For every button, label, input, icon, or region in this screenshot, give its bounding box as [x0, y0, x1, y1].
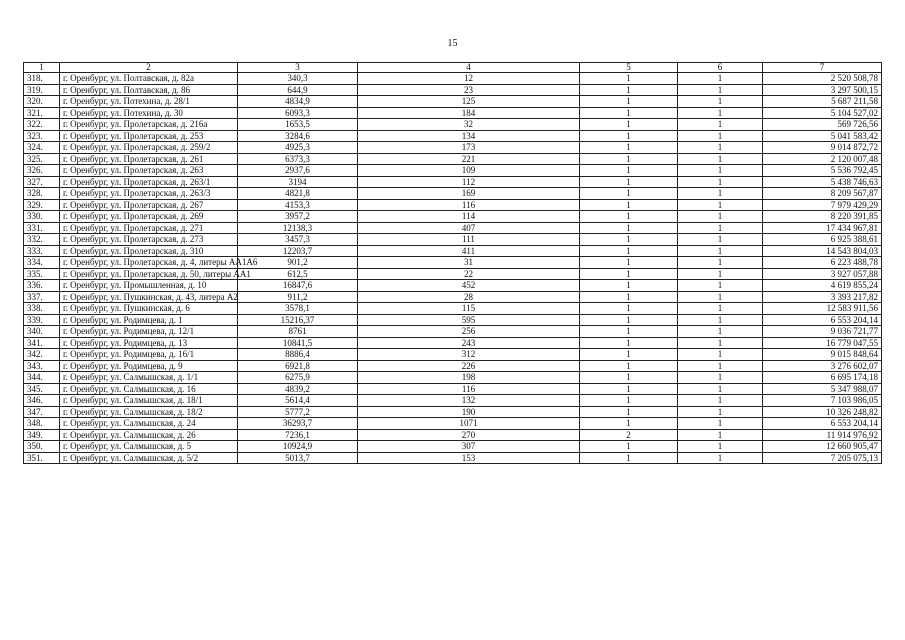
cell-count-5: 1 [580, 257, 678, 269]
cell-address: г. Оренбург, ул. Пролетарская, д. 271 [60, 222, 238, 234]
cell-cost: 3 297 500,15 [763, 84, 882, 96]
cell-cost: 7 979 429,29 [763, 199, 882, 211]
table-row [24, 234, 882, 246]
cell-residents: 198 [358, 372, 580, 384]
cell-row-number: 334. [24, 257, 60, 269]
cell-area: 5013,7 [238, 452, 358, 464]
table-row [24, 222, 882, 234]
cell-count-6: 1 [678, 441, 763, 453]
cell-residents: 125 [358, 96, 580, 108]
cell-residents: 190 [358, 406, 580, 418]
cell-count-6: 1 [678, 280, 763, 292]
cell-residents: 452 [358, 280, 580, 292]
cell-address: г. Оренбург, ул. Салмышская, д. 18/1 [60, 395, 238, 407]
table-row [24, 73, 882, 85]
column-header: 2 [60, 63, 238, 73]
cell-area: 3194 [238, 176, 358, 188]
cell-count-5: 1 [580, 280, 678, 292]
table-row [24, 452, 882, 464]
cell-area: 911,2 [238, 291, 358, 303]
table-row [24, 383, 882, 395]
cell-count-6: 1 [678, 199, 763, 211]
table-row [24, 130, 882, 142]
table-row [24, 360, 882, 372]
cell-residents: 112 [358, 176, 580, 188]
cell-cost: 3 276 602,07 [763, 360, 882, 372]
cell-address: г. Оренбург, ул. Пролетарская, д. 273 [60, 234, 238, 246]
cell-row-number: 332. [24, 234, 60, 246]
cell-residents: 184 [358, 107, 580, 119]
cell-count-6: 1 [678, 188, 763, 200]
cell-cost: 6 925 388,61 [763, 234, 882, 246]
cell-count-5: 1 [580, 337, 678, 349]
cell-row-number: 351. [24, 452, 60, 464]
cell-row-number: 331. [24, 222, 60, 234]
cell-address: г. Оренбург, ул. Родимцева, д. 1 [60, 314, 238, 326]
cell-cost: 9 014 872,72 [763, 142, 882, 154]
cell-row-number: 335. [24, 268, 60, 280]
cell-area: 3284,6 [238, 130, 358, 142]
cell-address: г. Оренбург, ул. Салмышская, д. 24 [60, 418, 238, 430]
cell-count-5: 1 [580, 188, 678, 200]
cell-area: 644,9 [238, 84, 358, 96]
table-row [24, 176, 882, 188]
cell-residents: 134 [358, 130, 580, 142]
cell-row-number: 344. [24, 372, 60, 384]
cell-residents: 153 [358, 452, 580, 464]
table-row [24, 337, 882, 349]
cell-address: г. Оренбург, ул. Промышленная, д. 10 [60, 280, 238, 292]
page-number: 15 [447, 38, 458, 49]
cell-count-6: 1 [678, 372, 763, 384]
table-row [24, 372, 882, 384]
cell-address: г. Оренбург, ул. Полтавская, д. 82а [60, 73, 238, 85]
cell-address: г. Оренбург, ул. Пролетарская, д. 4, литеры АА1А6 [60, 257, 238, 269]
table-body [24, 73, 882, 464]
cell-address: г. Оренбург, ул. Пролетарская, д. 263/3 [60, 188, 238, 200]
cell-count-5: 1 [580, 314, 678, 326]
cell-count-6: 1 [678, 268, 763, 280]
cell-row-number: 318. [24, 73, 60, 85]
cell-residents: 31 [358, 257, 580, 269]
cell-count-5: 1 [580, 107, 678, 119]
cell-address: г. Оренбург, ул. Родимцева, д. 12/1 [60, 326, 238, 338]
cell-cost: 6 223 488,78 [763, 257, 882, 269]
cell-row-number: 336. [24, 280, 60, 292]
cell-row-number: 323. [24, 130, 60, 142]
cell-row-number: 347. [24, 406, 60, 418]
cell-address: г. Оренбург, ул. Пролетарская, д. 216а [60, 119, 238, 131]
table-row [24, 303, 882, 315]
cell-count-5: 1 [580, 291, 678, 303]
cell-count-5: 1 [580, 452, 678, 464]
table-row [24, 314, 882, 326]
cell-count-5: 1 [580, 441, 678, 453]
cell-count-6: 1 [678, 130, 763, 142]
cell-area: 1653,5 [238, 119, 358, 131]
table-row [24, 441, 882, 453]
cell-address: г. Оренбург, ул. Полтавская, д. 86 [60, 84, 238, 96]
cell-address: г. Оренбург, ул. Пролетарская, д. 259/2 [60, 142, 238, 154]
table-row [24, 188, 882, 200]
cell-area: 4821,8 [238, 188, 358, 200]
cell-row-number: 341. [24, 337, 60, 349]
cell-area: 12138,3 [238, 222, 358, 234]
cell-area: 5777,2 [238, 406, 358, 418]
table-row [24, 211, 882, 223]
cell-cost: 8 209 567,87 [763, 188, 882, 200]
table-row [24, 268, 882, 280]
cell-area: 2937,6 [238, 165, 358, 177]
table-row [24, 326, 882, 338]
cell-count-5: 1 [580, 326, 678, 338]
cell-count-6: 1 [678, 257, 763, 269]
cell-count-6: 1 [678, 452, 763, 464]
table-row [24, 291, 882, 303]
table-row [24, 245, 882, 257]
cell-residents: 115 [358, 303, 580, 315]
cell-cost: 12 660 905,47 [763, 441, 882, 453]
registry-table [23, 62, 882, 464]
cell-cost: 17 434 967,81 [763, 222, 882, 234]
cell-cost: 7 103 986,05 [763, 395, 882, 407]
cell-count-6: 1 [678, 337, 763, 349]
cell-address: г. Оренбург, ул. Пушкинская, д. 6 [60, 303, 238, 315]
cell-address: г. Оренбург, ул. Салмышская, д. 16 [60, 383, 238, 395]
cell-residents: 109 [358, 165, 580, 177]
cell-address: г. Оренбург, ул. Пролетарская, д. 253 [60, 130, 238, 142]
cell-address: г. Оренбург, ул. Салмышская, д. 5 [60, 441, 238, 453]
column-header: 4 [358, 63, 580, 73]
cell-count-5: 1 [580, 383, 678, 395]
table-row [24, 257, 882, 269]
cell-area: 10841,5 [238, 337, 358, 349]
cell-count-6: 1 [678, 107, 763, 119]
cell-address: г. Оренбург, ул. Пушкинская, д. 43, литера А2 [60, 291, 238, 303]
cell-address: г. Оренбург, ул. Пролетарская, д. 310 [60, 245, 238, 257]
cell-count-5: 1 [580, 142, 678, 154]
column-header: 6 [678, 63, 763, 73]
column-header: 5 [580, 63, 678, 73]
cell-cost: 9 015 848,64 [763, 349, 882, 361]
cell-residents: 132 [358, 395, 580, 407]
header-row [24, 63, 882, 73]
cell-residents: 116 [358, 383, 580, 395]
cell-residents: 169 [358, 188, 580, 200]
cell-count-5: 1 [580, 349, 678, 361]
cell-area: 4834,9 [238, 96, 358, 108]
cell-address: г. Оренбург, ул. Пролетарская, д. 267 [60, 199, 238, 211]
cell-count-5: 1 [580, 176, 678, 188]
cell-count-5: 1 [580, 130, 678, 142]
cell-row-number: 339. [24, 314, 60, 326]
table-row [24, 96, 882, 108]
cell-row-number: 327. [24, 176, 60, 188]
cell-residents: 111 [358, 234, 580, 246]
cell-cost: 5 104 527,02 [763, 107, 882, 119]
cell-area: 8761 [238, 326, 358, 338]
table-row [24, 406, 882, 418]
cell-area: 3957,2 [238, 211, 358, 223]
cell-residents: 23 [358, 84, 580, 96]
cell-cost: 5 041 583,42 [763, 130, 882, 142]
cell-residents: 307 [358, 441, 580, 453]
cell-area: 340,3 [238, 73, 358, 85]
cell-address: г. Оренбург, ул. Пролетарская, д. 261 [60, 153, 238, 165]
cell-count-5: 1 [580, 245, 678, 257]
cell-residents: 1071 [358, 418, 580, 430]
cell-area: 15216,37 [238, 314, 358, 326]
cell-area: 6093,3 [238, 107, 358, 119]
table-row [24, 84, 882, 96]
cell-residents: 22 [358, 268, 580, 280]
table-row [24, 395, 882, 407]
cell-row-number: 322. [24, 119, 60, 131]
cell-residents: 221 [358, 153, 580, 165]
cell-address: г. Оренбург, ул. Пролетарская, д. 263 [60, 165, 238, 177]
table-row [24, 119, 882, 131]
cell-area: 6275,9 [238, 372, 358, 384]
column-header: 3 [238, 63, 358, 73]
cell-cost: 3 393 217,82 [763, 291, 882, 303]
cell-count-5: 1 [580, 73, 678, 85]
cell-cost: 5 438 746,63 [763, 176, 882, 188]
cell-count-5: 1 [580, 119, 678, 131]
cell-row-number: 320. [24, 96, 60, 108]
cell-count-6: 1 [678, 96, 763, 108]
cell-count-5: 1 [580, 84, 678, 96]
cell-cost: 12 583 911,56 [763, 303, 882, 315]
cell-count-5: 1 [580, 199, 678, 211]
cell-area: 10924,9 [238, 441, 358, 453]
cell-cost: 10 326 248,82 [763, 406, 882, 418]
cell-residents: 312 [358, 349, 580, 361]
cell-row-number: 330. [24, 211, 60, 223]
cell-count-6: 1 [678, 349, 763, 361]
cell-cost: 14 543 804,03 [763, 245, 882, 257]
cell-residents: 173 [358, 142, 580, 154]
cell-row-number: 326. [24, 165, 60, 177]
cell-count-6: 1 [678, 245, 763, 257]
cell-residents: 270 [358, 429, 580, 441]
cell-area: 3578,1 [238, 303, 358, 315]
cell-row-number: 345. [24, 383, 60, 395]
cell-row-number: 324. [24, 142, 60, 154]
table-row [24, 280, 882, 292]
table-row [24, 153, 882, 165]
cell-count-6: 1 [678, 176, 763, 188]
cell-row-number: 340. [24, 326, 60, 338]
cell-residents: 226 [358, 360, 580, 372]
table-row [24, 142, 882, 154]
cell-cost: 5 536 792,45 [763, 165, 882, 177]
cell-area: 12203,7 [238, 245, 358, 257]
cell-residents: 114 [358, 211, 580, 223]
cell-count-5: 1 [580, 96, 678, 108]
cell-area: 4925,3 [238, 142, 358, 154]
cell-row-number: 337. [24, 291, 60, 303]
cell-row-number: 328. [24, 188, 60, 200]
cell-count-5: 2 [580, 429, 678, 441]
cell-address: г. Оренбург, ул. Родимцева, д. 9 [60, 360, 238, 372]
cell-row-number: 333. [24, 245, 60, 257]
cell-area: 36293,7 [238, 418, 358, 430]
cell-area: 612,5 [238, 268, 358, 280]
cell-area: 4153,3 [238, 199, 358, 211]
cell-area: 6921,8 [238, 360, 358, 372]
cell-count-5: 1 [580, 418, 678, 430]
cell-count-5: 1 [580, 395, 678, 407]
cell-row-number: 329. [24, 199, 60, 211]
cell-count-5: 1 [580, 268, 678, 280]
cell-count-6: 1 [678, 119, 763, 131]
cell-row-number: 338. [24, 303, 60, 315]
cell-row-number: 325. [24, 153, 60, 165]
cell-residents: 116 [358, 199, 580, 211]
cell-residents: 243 [358, 337, 580, 349]
cell-count-6: 1 [678, 429, 763, 441]
table-row [24, 429, 882, 441]
table-row [24, 349, 882, 361]
cell-address: г. Оренбург, ул. Родимцева, д. 16/1 [60, 349, 238, 361]
cell-count-6: 1 [678, 211, 763, 223]
cell-cost: 3 927 057,88 [763, 268, 882, 280]
cell-count-5: 1 [580, 222, 678, 234]
cell-count-6: 1 [678, 303, 763, 315]
cell-cost: 5 347 988,07 [763, 383, 882, 395]
cell-count-5: 1 [580, 165, 678, 177]
cell-address: г. Оренбург, ул. Салмышская, д. 18/2 [60, 406, 238, 418]
cell-count-6: 1 [678, 73, 763, 85]
cell-area: 5614,4 [238, 395, 358, 407]
table-row [24, 199, 882, 211]
cell-cost: 5 687 211,58 [763, 96, 882, 108]
cell-cost: 8 220 391,85 [763, 211, 882, 223]
cell-area: 4839,2 [238, 383, 358, 395]
cell-row-number: 319. [24, 84, 60, 96]
cell-area: 6373,3 [238, 153, 358, 165]
cell-row-number: 343. [24, 360, 60, 372]
cell-address: г. Оренбург, ул. Потехина, д. 30 [60, 107, 238, 119]
cell-residents: 256 [358, 326, 580, 338]
cell-cost: 6 553 204,14 [763, 418, 882, 430]
cell-count-6: 1 [678, 360, 763, 372]
cell-address: г. Оренбург, ул. Пролетарская, д. 263/1 [60, 176, 238, 188]
cell-address: г. Оренбург, ул. Пролетарская, д. 50, литеры АА1 [60, 268, 238, 280]
cell-address: г. Оренбург, ул. Потехина, д. 28/1 [60, 96, 238, 108]
cell-cost: 4 619 855,24 [763, 280, 882, 292]
cell-area: 8886,4 [238, 349, 358, 361]
cell-cost: 6 553 204,14 [763, 314, 882, 326]
cell-address: г. Оренбург, ул. Салмышская, д. 1/1 [60, 372, 238, 384]
cell-area: 3457,3 [238, 234, 358, 246]
cell-area: 16847,6 [238, 280, 358, 292]
cell-residents: 411 [358, 245, 580, 257]
cell-count-6: 1 [678, 142, 763, 154]
cell-row-number: 350. [24, 441, 60, 453]
cell-count-6: 1 [678, 222, 763, 234]
cell-count-6: 1 [678, 165, 763, 177]
cell-cost: 16 779 047,55 [763, 337, 882, 349]
cell-area: 901,2 [238, 257, 358, 269]
cell-address: г. Оренбург, ул. Салмышская, д. 26 [60, 429, 238, 441]
cell-residents: 12 [358, 73, 580, 85]
cell-row-number: 342. [24, 349, 60, 361]
cell-count-5: 1 [580, 360, 678, 372]
cell-count-6: 1 [678, 383, 763, 395]
cell-row-number: 348. [24, 418, 60, 430]
column-header: 7 [763, 63, 882, 73]
cell-row-number: 346. [24, 395, 60, 407]
cell-count-5: 1 [580, 234, 678, 246]
cell-cost: 569 726,56 [763, 119, 882, 131]
cell-residents: 407 [358, 222, 580, 234]
cell-residents: 28 [358, 291, 580, 303]
cell-cost: 6 695 174,18 [763, 372, 882, 384]
cell-count-5: 1 [580, 303, 678, 315]
cell-address: г. Оренбург, ул. Пролетарская, д. 269 [60, 211, 238, 223]
cell-cost: 9 036 721,77 [763, 326, 882, 338]
cell-count-6: 1 [678, 84, 763, 96]
cell-row-number: 349. [24, 429, 60, 441]
cell-count-6: 1 [678, 314, 763, 326]
cell-cost: 2 520 508,78 [763, 73, 882, 85]
table-row [24, 418, 882, 430]
cell-count-6: 1 [678, 291, 763, 303]
cell-area: 7236,1 [238, 429, 358, 441]
cell-count-6: 1 [678, 395, 763, 407]
cell-count-6: 1 [678, 153, 763, 165]
cell-count-6: 1 [678, 326, 763, 338]
cell-address: г. Оренбург, ул. Родимцева, д. 13 [60, 337, 238, 349]
table-row [24, 107, 882, 119]
cell-residents: 595 [358, 314, 580, 326]
cell-count-5: 1 [580, 211, 678, 223]
cell-address: г. Оренбург, ул. Салмышская, д. 5/2 [60, 452, 238, 464]
cell-count-6: 1 [678, 406, 763, 418]
cell-cost: 2 120 007,48 [763, 153, 882, 165]
cell-residents: 32 [358, 119, 580, 131]
cell-cost: 11 914 976,92 [763, 429, 882, 441]
cell-count-5: 1 [580, 372, 678, 384]
cell-count-6: 1 [678, 418, 763, 430]
cell-count-5: 1 [580, 153, 678, 165]
column-header: 1 [24, 63, 60, 73]
cell-row-number: 321. [24, 107, 60, 119]
cell-count-5: 1 [580, 406, 678, 418]
cell-cost: 7 205 075,13 [763, 452, 882, 464]
table-row [24, 165, 882, 177]
cell-count-6: 1 [678, 234, 763, 246]
